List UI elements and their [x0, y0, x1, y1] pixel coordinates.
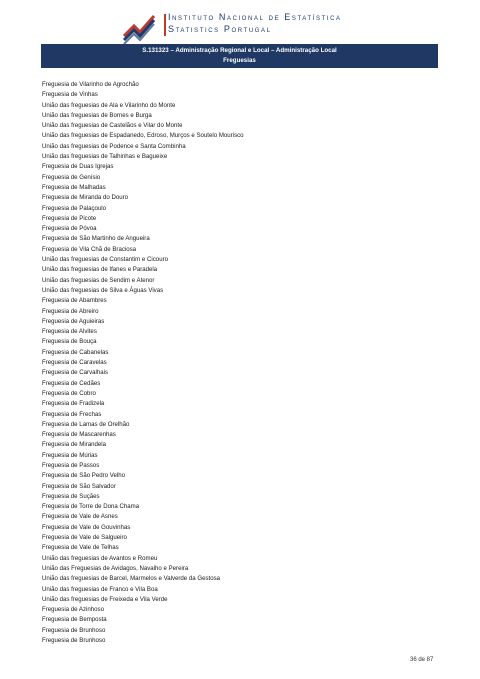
list-item: Freguesia de Vilarinho de Agrochão: [42, 81, 139, 88]
list-item: União das freguesias de Silva e Águas Vivas: [42, 286, 164, 294]
list-item: União das freguesias de Espadanedo, Edroso, Murços e Soutelo Mourisco: [42, 132, 244, 140]
list-item: Freguesia de Vale de Asnes: [42, 513, 118, 521]
list-item: Freguesia de Múrias: [42, 451, 98, 459]
list-item: Freguesia de Mascarenhas: [42, 431, 116, 439]
list-item: Freguesia de Frechas: [42, 410, 102, 418]
freguesias-list: [42, 80, 244, 646]
list-item: Freguesia de Duas Igrejas: [42, 163, 114, 171]
list-item: Freguesia de Suçães: [42, 492, 100, 500]
page-number: 36 de 87: [410, 657, 434, 663]
list-item: Freguesia de Vale de Gouvinhas: [42, 523, 131, 531]
list-item: Freguesia de Fradizela: [42, 400, 105, 408]
list-item: União das freguesias de Barcel, Marmelos e Valverde da Gestosa: [42, 575, 221, 583]
list-item: União das freguesias de Castelãos e Vilar do Monte: [42, 122, 183, 130]
list-item: Freguesia de Cobro: [42, 389, 96, 397]
list-item: Freguesia de Bemposta: [42, 616, 107, 624]
list-item: Freguesia de Alvites: [42, 328, 97, 336]
list-item: Freguesia de Caravelas: [42, 359, 107, 367]
list-item: Freguesia de Cabanelas: [42, 348, 109, 356]
list-item: Freguesia de São Pedro Velho: [42, 472, 126, 480]
logo-english-name: Statistics Portugal: [168, 24, 272, 34]
list-item: Freguesia de Mirandela: [42, 441, 107, 449]
list-item: Freguesia de São Martinho de Angueira: [42, 235, 150, 243]
list-item: Freguesia de Vale de Telhas: [42, 544, 119, 552]
list-item: Freguesia de Bouça: [42, 338, 97, 346]
list-item: União das freguesias de Podence e Santa Combinha: [42, 142, 186, 150]
list-item: Freguesia de Abreiro: [42, 307, 99, 315]
list-item: Freguesia de Palaçoulo: [42, 204, 107, 212]
list-item: Freguesia de Brunhoso: [42, 626, 106, 634]
logo-institution-name: Instituto Nacional de Estatística: [168, 12, 342, 22]
list-item: Freguesia de Vila Chã de Braciosa: [42, 245, 137, 253]
list-item: Freguesia de Vale de Salgueiro: [42, 534, 127, 542]
list-item: Freguesia de Picote: [42, 214, 97, 222]
logo-text: [168, 12, 342, 34]
list-item: Freguesia de Abambres: [42, 297, 107, 305]
list-item: Freguesia de Passos: [42, 461, 100, 469]
list-item: Freguesia de Vinhas: [42, 91, 98, 99]
list-item: União das freguesias de Franco e Vila Boa: [42, 585, 158, 593]
list-item: Freguesia de Malhadas: [42, 183, 106, 191]
list-item: Freguesia de Azinhoso: [42, 606, 104, 614]
list-item: Freguesia de Torre de Dona Chama: [42, 503, 140, 511]
list-item: União das freguesias de Bornes e Burga: [42, 111, 152, 119]
list-item: Freguesia de Carvalhais: [42, 369, 109, 377]
list-item: Freguesia de Miranda do Douro: [42, 194, 129, 202]
list-item: Freguesia de Lamas de Orelhão: [42, 420, 130, 428]
list-item: União das Freguesias de Avidagos, Navalho e Pereira: [42, 564, 189, 572]
list-item: Freguesia de Aguieiras: [42, 317, 105, 325]
list-item: União das freguesias de Ala e Vilarinho do Monte: [42, 101, 176, 109]
list-item: Freguesia de Póvoa: [42, 225, 97, 233]
list-item: Freguesia de Cedães: [42, 379, 101, 387]
section-title: S.131323 – Administração Regional e Local – Administração Local: [142, 47, 337, 54]
list-item: União das freguesias de Freixeda e Vila Verde: [42, 595, 168, 603]
list-item: Freguesia de São Salvador: [42, 482, 116, 490]
list-item: Freguesia de Brunhoso: [42, 637, 106, 645]
list-item: Freguesia de Genísio: [42, 173, 101, 181]
logo-divider: [164, 14, 166, 36]
list-item: União das freguesias de Constantim e Cicouro: [42, 256, 169, 264]
list-item: União das freguesias de Ifanes e Paradela: [42, 266, 158, 274]
list-item: União das freguesias de Sendim e Atenor: [42, 276, 155, 284]
list-item: União das freguesias de Talhinhas e Bagueixe: [42, 153, 168, 161]
list-item: União das freguesias de Avantos e Romeu: [42, 554, 158, 562]
section-subtitle: Freguesias: [223, 57, 256, 64]
section-header: [41, 44, 438, 68]
